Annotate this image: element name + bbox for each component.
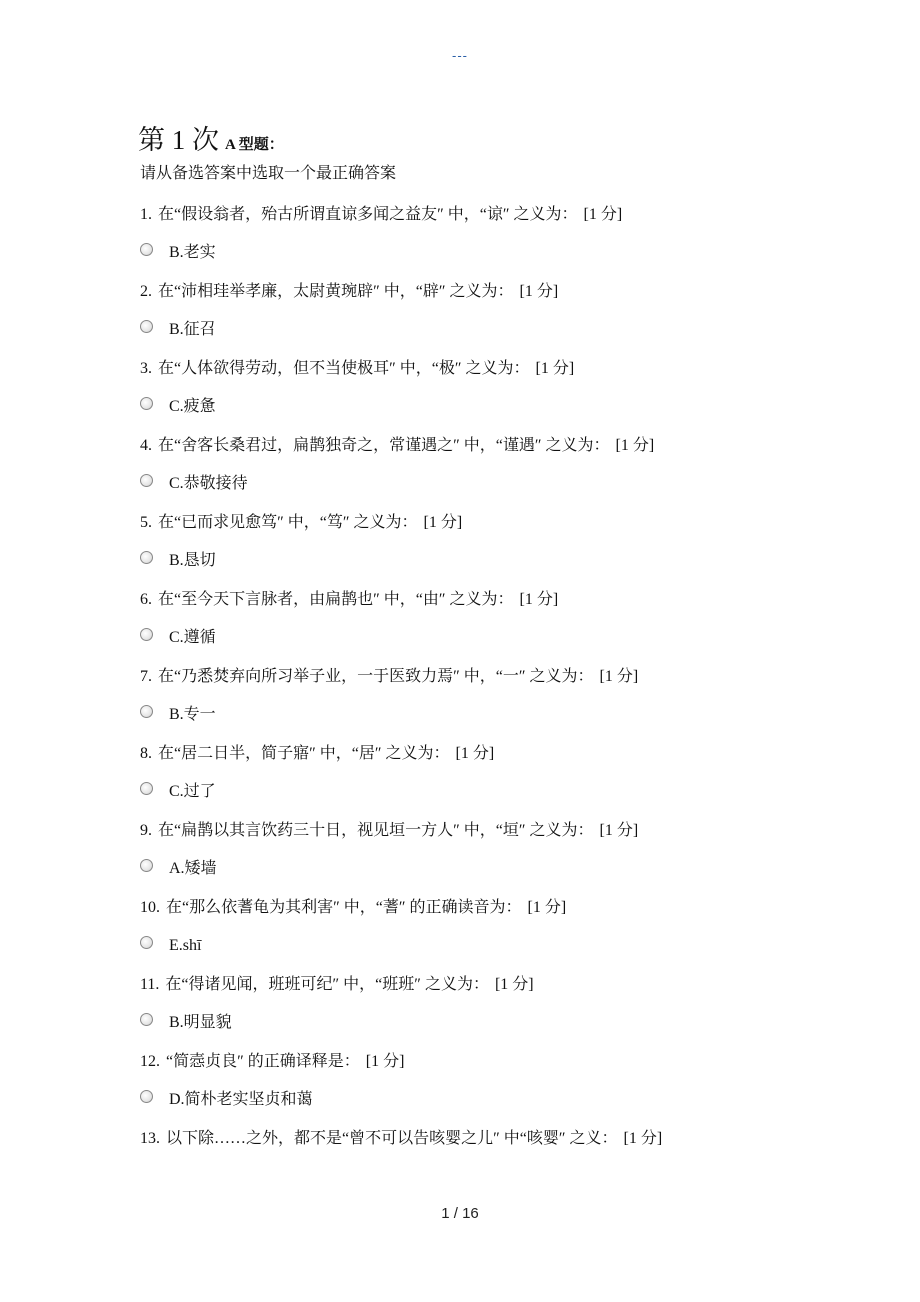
answer-option-label: E.shī (169, 937, 202, 954)
question-score: [1 分] (599, 822, 639, 839)
question-text: 在“乃悉焚弃向所习举子业，一于医致力焉″ 中，“一″ 之义为： (158, 668, 594, 685)
radio-button-icon[interactable] (140, 936, 153, 949)
question-number: 7. (140, 668, 152, 685)
question-text: 在“已而求见愈笃″ 中，“笃″ 之义为： (158, 514, 418, 531)
question-item (140, 435, 654, 457)
question-item (140, 820, 638, 842)
question-score: [1 分] (535, 360, 575, 377)
answer-option-label: B.老实 (169, 244, 216, 261)
question-text: 在“扁鹊以其言饮药三十日，视见垣一方人″ 中，“垣″ 之义为： (158, 822, 594, 839)
answer-option-label: C.恭敬接待 (169, 475, 248, 492)
question-score: [1 分] (494, 976, 534, 993)
question-item (140, 897, 566, 919)
question-item (140, 204, 622, 226)
question-number: 12. (140, 1053, 160, 1070)
answer-option[interactable] (140, 1089, 313, 1111)
question-item (140, 1051, 404, 1073)
question-item (140, 974, 534, 996)
answer-option-label: B.恳切 (169, 552, 216, 569)
question-text: 在“那么依蓍龟为其利害″ 中，“蓍″ 的正确读音为： (166, 899, 522, 916)
question-item (140, 512, 462, 534)
question-number: 11. (140, 976, 160, 993)
answer-option-label: B.征召 (169, 321, 216, 338)
question-score: [1 分] (599, 668, 639, 685)
question-text: 在“沛相珪举孝廉，太尉黄琬辟″ 中，“辟″ 之义为： (158, 283, 514, 300)
answer-option[interactable] (140, 319, 216, 341)
section-title (138, 118, 284, 157)
question-score: [1 分] (519, 283, 559, 300)
question-score: [1 分] (423, 514, 463, 531)
answer-option-label: A.矮墙 (169, 860, 217, 877)
question-number: 4. (140, 437, 152, 454)
question-number: 13. (140, 1130, 160, 1147)
question-text: 以下除……之外，都不是“曾不可以告咳婴之儿″ 中“咳婴″ 之义： (166, 1130, 618, 1147)
radio-button-icon[interactable] (140, 551, 153, 564)
question-number: 2. (140, 283, 152, 300)
answer-option-label: C.过了 (169, 783, 216, 800)
answer-option[interactable] (140, 396, 216, 418)
radio-button-icon[interactable] (140, 320, 153, 333)
answer-option[interactable] (140, 627, 216, 649)
radio-button-icon[interactable] (140, 243, 153, 256)
question-item (140, 743, 494, 765)
answer-option[interactable] (140, 704, 216, 726)
question-score: [1 分] (519, 591, 559, 608)
question-item (140, 1128, 662, 1150)
question-text: 在“居二日半，简子寤″ 中，“居″ 之义为： (158, 745, 450, 762)
answer-option-label: C.疲惫 (169, 398, 216, 415)
question-number: 3. (140, 360, 152, 377)
instruction-text: 请从备选答案中选取一个最正确答案 (140, 165, 397, 182)
answer-option[interactable] (140, 935, 201, 957)
question-item (140, 358, 574, 380)
question-text: 在“人体欲得劳动，但不当使极耳″ 中，“极″ 之义为： (158, 360, 530, 377)
answer-option[interactable] (140, 1012, 232, 1034)
question-score: [1 分] (583, 206, 623, 223)
page-number: 1 / 16 (441, 1205, 479, 1222)
answer-option-label: B.专一 (169, 706, 216, 723)
answer-option[interactable] (140, 858, 217, 880)
question-score: [1 分] (623, 1130, 663, 1147)
question-number: 1. (140, 206, 152, 223)
radio-button-icon[interactable] (140, 474, 153, 487)
answer-option[interactable] (140, 550, 216, 572)
radio-button-icon[interactable] (140, 705, 153, 718)
question-number: 9. (140, 822, 152, 839)
question-score: [1 分] (455, 745, 495, 762)
radio-button-icon[interactable] (140, 628, 153, 641)
question-text: 在“假设翁者，殆古所谓直谅多闻之益友″ 中，“谅″ 之义为： (158, 206, 578, 223)
header-mark: --- (452, 48, 468, 63)
section-title-main: 第 1 次 (138, 125, 219, 155)
question-text: “简悫贞良″ 的正确译释是： (166, 1053, 360, 1070)
question-item (140, 281, 558, 303)
answer-option[interactable] (140, 242, 216, 264)
question-score: [1 分] (365, 1053, 405, 1070)
answer-option-label: C.遵循 (169, 629, 216, 646)
answer-option[interactable] (140, 781, 216, 803)
question-number: 10. (140, 899, 160, 916)
question-item (140, 589, 558, 611)
radio-button-icon[interactable] (140, 397, 153, 410)
question-number: 8. (140, 745, 152, 762)
radio-button-icon[interactable] (140, 859, 153, 872)
question-text: 在“得诸见闻，班班可纪″ 中，“班班″ 之义为： (165, 976, 489, 993)
radio-button-icon[interactable] (140, 1013, 153, 1026)
radio-button-icon[interactable] (140, 782, 153, 795)
radio-button-icon[interactable] (140, 1090, 153, 1103)
question-text: 在“至今天下言脉者，由扁鹊也″ 中，“由″ 之义为： (158, 591, 514, 608)
answer-option-label: B.明显貌 (169, 1014, 232, 1031)
answer-option[interactable] (140, 473, 248, 495)
question-score: [1 分] (615, 437, 655, 454)
answer-option-label: D.简朴老实坚贞和蔼 (169, 1091, 313, 1108)
section-title-sub: A 型题： (225, 137, 284, 153)
question-text: 在“舍客长桑君过，扁鹊独奇之，常谨遇之″ 中，“谨遇″ 之义为： (158, 437, 610, 454)
question-score: [1 分] (527, 899, 567, 916)
question-number: 5. (140, 514, 152, 531)
question-number: 6. (140, 591, 152, 608)
question-item (140, 666, 638, 688)
